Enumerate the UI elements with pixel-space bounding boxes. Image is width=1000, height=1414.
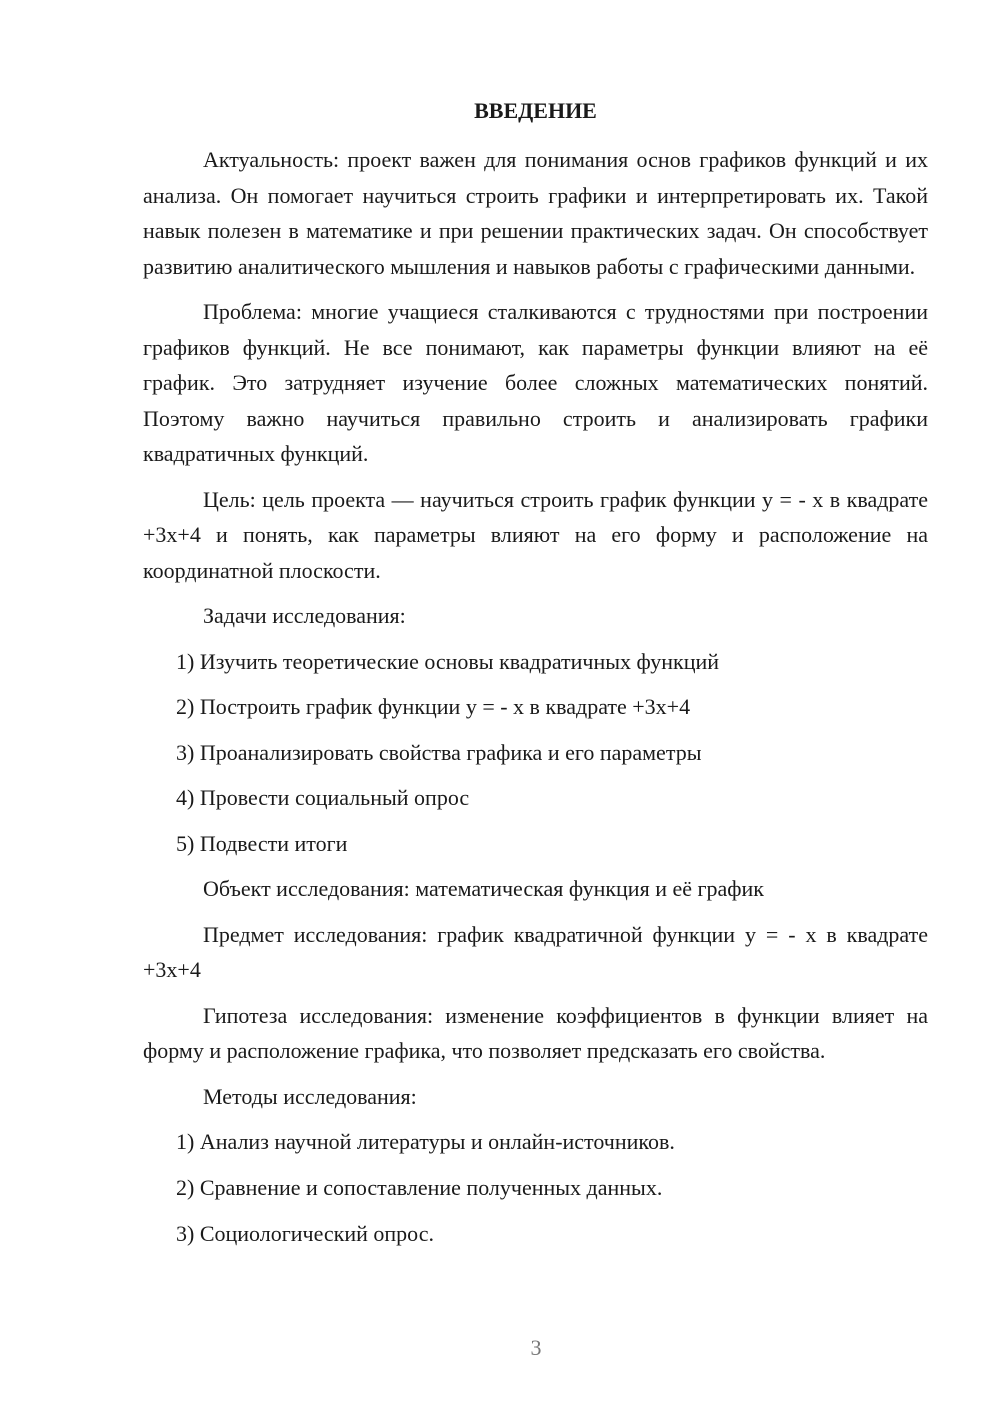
list-item: 3) Проанализировать свойства графика и его параметры [176,739,702,765]
paragraph-goal: Цель: цель проекта — научиться строить график функции y = - x в квадрате +3x+4 и понять, как параметры влияют на его форму и расположение на координатной плоскости. [143,486,928,583]
list-item: 1) Анализ научной литературы и онлайн-источников. [176,1129,675,1155]
paragraph-object: Объект исследования: математическая функция и её график [203,876,764,902]
paragraph-relevance: Актуальность: проект важен для понимания основ графиков функций и их анализа. Он помогает научиться строить графики и интерпретировать их. Такой навык полезен в математике и при решении практических задач. Он способствует развитию аналитического мышления и навыков работы с графическими данными. [143,147,928,279]
list-item: 4) Провести социальный опрос [176,785,470,811]
methods-list [143,1124,928,1261]
list-item: 1) Изучить теоретические основы квадратичных функций [176,648,720,674]
list-item: 5) Подвести итоги [176,830,348,856]
list-item: 2) Сравнение и сопоставление полученных данных. [176,1175,663,1201]
methods-heading: Методы исследования: [203,1083,417,1109]
list-item: 3) Социологический опрос. [176,1220,434,1246]
paragraph-problem: Проблема: многие учащиеся сталкиваются с трудностями при построении графиков функций. Не все понимают, как параметры функции влияют на её график. Это затрудняет изучение более сложных математических понятий. Поэтому важно научиться правильно строить и анализировать графики квадратичных функций. [143,299,928,466]
section-title: ВВЕДЕНИЕ [474,98,597,123]
tasks-heading: Задачи исследования: [203,603,406,628]
page-content [143,96,928,1261]
paragraph-hypothesis: Гипотеза исследования: изменение коэффициентов в функции влияет на форму и расположение графика, что позволяет предсказать его свойства. [143,1002,928,1064]
page-number: 3 [530,1335,542,1360]
list-item: 2) Построить график функции y = - x в квадрате +3x+4 [176,694,691,720]
paragraph-subject: Предмет исследования: график квадратичной функции y = - x в квадрате +3x+4 [143,921,928,983]
tasks-list [143,644,928,872]
